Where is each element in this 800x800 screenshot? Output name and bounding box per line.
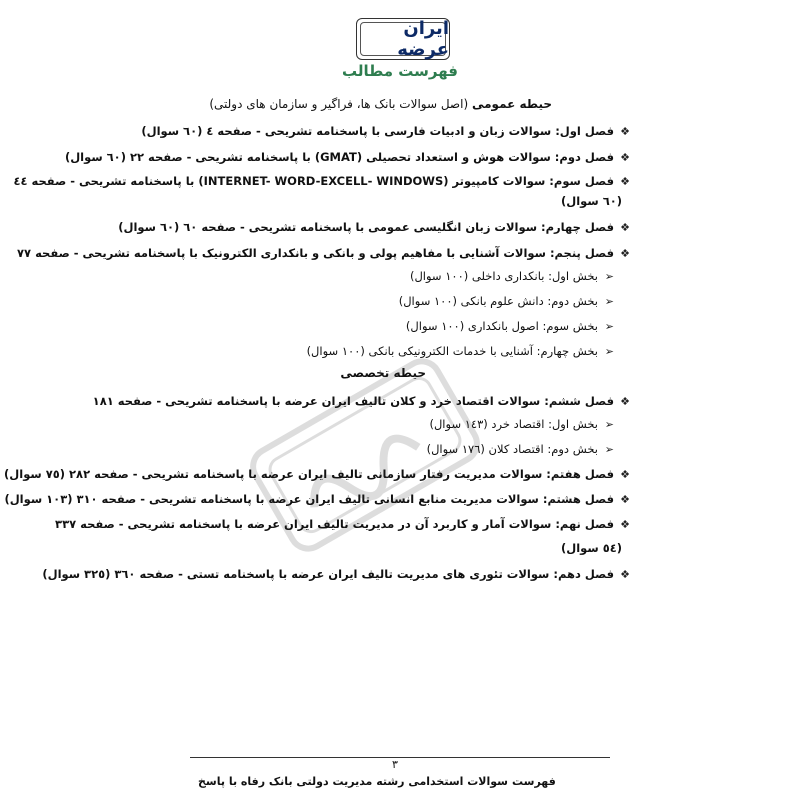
toc-entry-text: فصل سوم: سوالات کامپیوتر (INTERNET- WORD-EXCELL- WINDOWS) با پاسخنامه تشریحی - صفحه ٤٤ — [13, 174, 614, 188]
toc-subentry-5-3 — [406, 315, 614, 338]
diamond-bullet-icon: ❖ — [620, 395, 630, 408]
toc-entry-3-continued: (٦٠ سوال) — [560, 194, 622, 208]
toc-subentry-text: بخش سوم: اصول بانکداری (١٠٠ سوال) — [405, 319, 598, 333]
check-arrow-icon: ➢ — [604, 320, 614, 333]
diamond-bullet-icon: ❖ — [620, 518, 630, 531]
general-heading-label: حیطه عمومی — [471, 97, 552, 111]
check-arrow-icon: ➢ — [604, 443, 614, 456]
toc-entry-text: فصل دوم: سوالات هوش و استعداد تحصیلی (GMAT) با پاسخنامه تشریحی - صفحه ٢٢ (٦٠ سوال) — [64, 150, 614, 164]
diamond-bullet-icon: ❖ — [620, 468, 630, 481]
toc-entry-text: فصل هشتم: سوالات مدیریت منابع انسانی تالیف ایران عرضه با پاسخنامه تشریحی - صفحه ٣١٠ (١٠٣ سوال) — [4, 492, 614, 506]
check-arrow-icon: ➢ — [604, 345, 614, 358]
toc-entry-5 — [17, 242, 630, 265]
toc-entry-text: فصل چهارم: سوالات زبان انگلیسی عمومی با پاسخنامه تشریحی - صفحه ٦٠ (٦٠ سوال) — [118, 220, 614, 234]
logo-text: ایران عرضه — [397, 18, 449, 60]
toc-entry-text: فصل هفتم: سوالات مدیریت رفتار سازمانی تالیف ایران عرضه با پاسخنامه تشریحی - صفحه ٢٨٢ (٧٥ سوال) — [4, 467, 614, 481]
toc-entry-text: فصل دهم: سوالات تئوری های مدیریت تالیف ایران عرضه با پاسخنامه تستی - صفحه ٣٦٠ (٣٢٥ سوال) — [42, 567, 614, 581]
toc-subentry-5-1 — [410, 265, 614, 288]
footer-book-title: سوالات استخدامی رشته مدیریت دولتی بانک رفاه با پاسخ — [198, 775, 508, 788]
diamond-bullet-icon: ❖ — [620, 151, 630, 164]
general-heading-note: (اصل سوالات بانک ها، فراگیر و سازمان های دولتی) — [209, 97, 469, 111]
diamond-bullet-icon: ❖ — [620, 221, 630, 234]
toc-subentry-text: بخش چهارم: آشنایی با خدمات الکترونیکی بانکی (١٠٠ سوال) — [306, 344, 598, 358]
diamond-bullet-icon: ❖ — [620, 568, 630, 581]
toc-entry-text: فصل نهم: سوالات آمار و کاربرد آن در مدیریت تالیف ایران عرضه با پاسخنامه تشریحی - صفحه ٣٣٧ — [55, 517, 614, 531]
brand-logo — [356, 18, 450, 60]
toc-subentry-text: بخش دوم: دانش علوم بانکی (١٠٠ سوال) — [398, 294, 598, 308]
page-number: ٣ — [392, 758, 398, 771]
check-arrow-icon: ➢ — [604, 418, 614, 431]
toc-subentry-5-2 — [399, 290, 614, 313]
check-arrow-icon: ➢ — [604, 295, 614, 308]
store-watermark — [228, 333, 502, 578]
diamond-bullet-icon: ❖ — [620, 247, 630, 260]
toc-entry-4 — [118, 216, 630, 239]
toc-entry-text: فصل پنجم: سوالات آشنایی با مفاهیم پولی و بانکی و بانکداری الکترونیک با پاسخنامه تشریحی - صفحه ٧٧ — [17, 246, 614, 260]
diamond-bullet-icon: ❖ — [620, 125, 630, 138]
toc-subentry-5-4 — [307, 340, 614, 363]
toc-subentry-text: بخش دوم: اقتصاد کلان (١٧٦ سوال) — [426, 442, 598, 456]
toc-entry-text: فصل ششم: سوالات اقتصاد خرد و کلان تالیف ایران عرضه با پاسخنامه تشریحی - صفحه ١٨١ — [92, 394, 614, 408]
page-title: فهرست مطالب — [342, 62, 458, 80]
toc-entry-1 — [141, 120, 630, 143]
general-heading — [209, 97, 552, 111]
diamond-bullet-icon: ❖ — [620, 175, 630, 188]
check-arrow-icon: ➢ — [604, 270, 614, 283]
toc-entry-text: فصل اول: سوالات زبان و ادبیات فارسی با پاسخنامه تشریحی - صفحه ٤ (٦٠ سوال) — [141, 124, 614, 138]
toc-entry-9-continued: (٥٤ سوال) — [560, 541, 622, 555]
toc-entry-2 — [64, 146, 630, 169]
diamond-bullet-icon: ❖ — [620, 493, 630, 506]
toc-subentry-text: بخش اول: بانکداری داخلی (١٠٠ سوال) — [409, 269, 598, 283]
toc-subentry-text: بخش اول: اقتصاد خرد (١٤٣ سوال) — [429, 417, 598, 431]
specialized-heading: حیطه تخصصی — [340, 366, 426, 380]
footer-divider — [190, 757, 610, 758]
footer-section-label: فهرست — [512, 775, 556, 788]
toc-entry-10 — [42, 563, 630, 586]
